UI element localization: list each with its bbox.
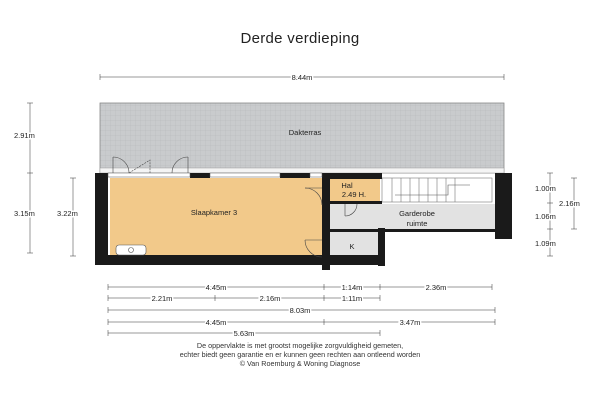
wardrobe-label: Garderobe — [399, 209, 435, 218]
dim-row2-c: 1.11m — [341, 294, 363, 303]
hall-height-label: 2.49 H. — [341, 190, 367, 199]
dim-row3-total: 8.03m — [289, 306, 311, 315]
bedroom-label: Slaapkamer 3 — [190, 208, 238, 217]
dim-row5-total: 5.63m — [233, 329, 255, 338]
bedroom-area — [110, 178, 324, 256]
dim-left-inner: 3.22m — [57, 209, 78, 218]
dim-left-outer: 3.15m — [14, 209, 35, 218]
floor-title: Derde verdieping — [240, 30, 360, 47]
dim-row1-a: 4.45m — [205, 283, 227, 292]
dim-row2-a: 2.21m — [151, 294, 173, 303]
terrace-area — [100, 103, 504, 173]
staircase — [382, 178, 492, 202]
disclaimer-line-1: De oppervlakte is met grootst mogelijke zorgvuldigheid gemeten, — [196, 341, 404, 350]
dim-left-terrace: 2.91m — [14, 131, 35, 140]
dim-total-top: 8.44m — [291, 73, 313, 82]
sink-icon — [116, 245, 146, 255]
terrace-balustrade — [100, 168, 504, 173]
disclaimer-copyright: © Van Roemburg & Woning Diagnose — [239, 359, 361, 368]
dim-row4-a: 4.45m — [205, 318, 227, 327]
dim-right-total: 2.16m — [559, 199, 580, 208]
dim-right-top: 1.00m — [535, 184, 556, 193]
wardrobe-label-2: ruimte — [406, 219, 428, 228]
dim-row1-b: 1.14m — [341, 283, 363, 292]
dim-row4-b: 3.47m — [399, 318, 421, 327]
dim-row2-b: 2.16m — [259, 294, 281, 303]
terrace-label: Dakterras — [288, 128, 322, 137]
dim-right-bottom: 1.09m — [535, 239, 556, 248]
closet-label: K — [349, 242, 355, 251]
hall-label: Hal — [341, 181, 353, 190]
dim-right-mid: 1.06m — [535, 212, 556, 221]
disclaimer — [100, 341, 500, 368]
disclaimer-line-2: echter biedt geen garantie en er kunnen geen rechten aan ontleend worden — [179, 350, 421, 359]
dim-row1-c: 2.36m — [425, 283, 447, 292]
